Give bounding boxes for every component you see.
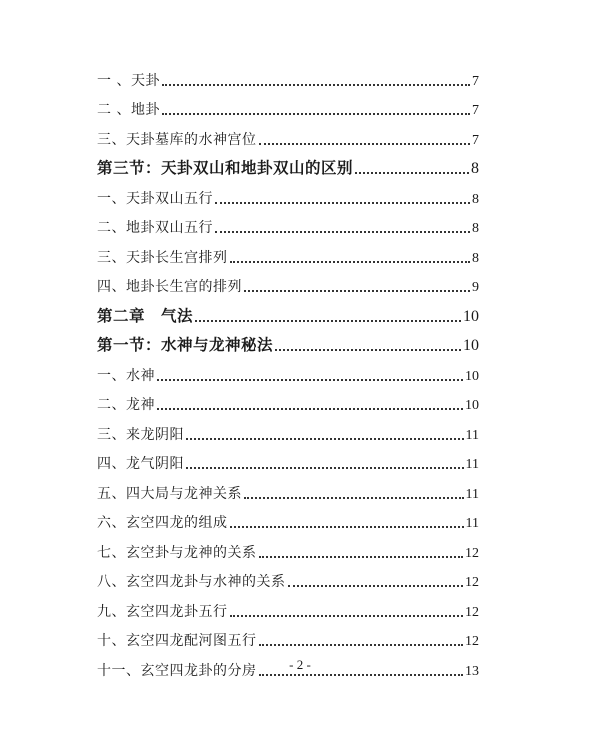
toc-entry bbox=[97, 444, 479, 474]
toc-entry-page: 7 bbox=[472, 103, 479, 118]
toc-entry bbox=[97, 267, 479, 297]
toc-entry-title: 三、来龙阴阳 bbox=[97, 426, 184, 443]
toc-entry-page: 8 bbox=[471, 160, 479, 177]
toc-leader-dots bbox=[186, 438, 464, 440]
toc-entry-title: 十一、玄空四龙卦的分房 bbox=[97, 662, 257, 679]
toc-entry-title: 一、天卦双山五行 bbox=[97, 190, 213, 207]
toc-leader-dots bbox=[186, 467, 464, 469]
toc-entry-title: 三、天卦长生宫排列 bbox=[97, 249, 228, 266]
toc-entry-page: 10 bbox=[463, 307, 479, 325]
toc-entry bbox=[97, 149, 479, 179]
toc-entry bbox=[97, 503, 479, 533]
toc-entry-title: 二、龙神 bbox=[97, 397, 155, 413]
toc-leader-dots bbox=[162, 113, 470, 115]
toc-leader-dots bbox=[288, 585, 464, 587]
toc-entry-title: 第一节：水神与龙神秘法 bbox=[97, 335, 274, 354]
toc-entry-page: 12 bbox=[465, 575, 479, 590]
toc-entry-title: 八、玄空四龙卦与水神的关系 bbox=[97, 574, 286, 590]
toc-entry-title: 第三节：天卦双山和地卦双山的区别 bbox=[97, 158, 354, 177]
toc-entry bbox=[97, 296, 479, 326]
toc-leader-dots bbox=[259, 556, 464, 558]
toc-entry-page: 10 bbox=[465, 398, 479, 413]
toc-entry-title: 二 、地卦 bbox=[97, 102, 160, 118]
toc-leader-dots bbox=[244, 497, 464, 499]
toc-leader-dots bbox=[259, 143, 471, 145]
toc-entry-page: 11 bbox=[465, 486, 479, 502]
toc-entry-title: 九、玄空四龙卦五行 bbox=[97, 603, 228, 620]
toc-entry-page: 12 bbox=[465, 604, 479, 620]
toc-leader-dots bbox=[230, 526, 464, 528]
toc-entry-title: 一、水神 bbox=[97, 367, 155, 384]
toc-entry bbox=[97, 532, 479, 562]
toc-entry-page: 7 bbox=[472, 132, 479, 148]
toc-entry bbox=[97, 90, 479, 120]
toc-entry-page: 11 bbox=[465, 516, 479, 531]
toc-entry-title: 四、地卦长生宫的排列 bbox=[97, 279, 242, 295]
table-of-contents bbox=[97, 60, 479, 680]
toc-entry-page: 11 bbox=[465, 457, 479, 472]
toc-entry-title: 十、玄空四龙配河图五行 bbox=[97, 633, 257, 649]
toc-entry-page: 8 bbox=[472, 191, 479, 207]
toc-entry bbox=[97, 473, 479, 503]
toc-entry-page: 9 bbox=[472, 280, 479, 295]
toc-leader-dots bbox=[215, 231, 470, 233]
toc-entry-page: 12 bbox=[465, 545, 479, 561]
toc-entry bbox=[97, 414, 479, 444]
toc-leader-dots bbox=[244, 290, 470, 292]
toc-entry bbox=[97, 237, 479, 267]
toc-leader-dots bbox=[215, 202, 470, 204]
toc-entry-page: 11 bbox=[465, 427, 479, 443]
toc-entry bbox=[97, 326, 479, 356]
toc-entry-title: 四、龙气阴阳 bbox=[97, 456, 184, 472]
toc-entry-title: 一 、天卦 bbox=[97, 72, 160, 89]
toc-entry-page: 12 bbox=[465, 634, 479, 649]
toc-entry bbox=[97, 119, 479, 149]
toc-entry-title: 六、玄空四龙的组成 bbox=[97, 515, 228, 531]
toc-entry-page: 8 bbox=[472, 221, 479, 236]
toc-entry-title: 七、玄空卦与龙神的关系 bbox=[97, 544, 257, 561]
toc-entry bbox=[97, 562, 479, 592]
page-number: - 2 - bbox=[289, 657, 311, 672]
toc-entry bbox=[97, 208, 479, 238]
toc-leader-dots bbox=[230, 615, 464, 617]
toc-entry-title: 五、四大局与龙神关系 bbox=[97, 485, 242, 502]
toc-entry-page: 13 bbox=[465, 663, 479, 679]
toc-entry-title: 三、天卦墓库的水神宫位 bbox=[97, 131, 257, 148]
toc-leader-dots bbox=[355, 172, 469, 174]
toc-leader-dots bbox=[162, 84, 470, 86]
toc-entry bbox=[97, 591, 479, 621]
toc-leader-dots bbox=[259, 644, 464, 646]
toc-entry-title: 二、地卦双山五行 bbox=[97, 220, 213, 236]
toc-leader-dots bbox=[230, 261, 471, 263]
toc-entry bbox=[97, 621, 479, 651]
toc-entry bbox=[97, 385, 479, 415]
toc-entry bbox=[97, 355, 479, 385]
toc-entry-page: 10 bbox=[465, 368, 479, 384]
toc-entry-page: 7 bbox=[472, 73, 479, 89]
toc-entry bbox=[97, 178, 479, 208]
toc-entry-page: 10 bbox=[463, 337, 479, 354]
toc-leader-dots bbox=[157, 408, 463, 410]
toc-entry-title: 第二章 气法 bbox=[97, 305, 194, 325]
toc-entry bbox=[97, 60, 479, 90]
toc-leader-dots bbox=[275, 349, 461, 351]
toc-leader-dots bbox=[259, 674, 464, 676]
toc-leader-dots bbox=[195, 320, 461, 322]
toc-entry-page: 8 bbox=[472, 250, 479, 266]
toc-leader-dots bbox=[157, 379, 463, 381]
